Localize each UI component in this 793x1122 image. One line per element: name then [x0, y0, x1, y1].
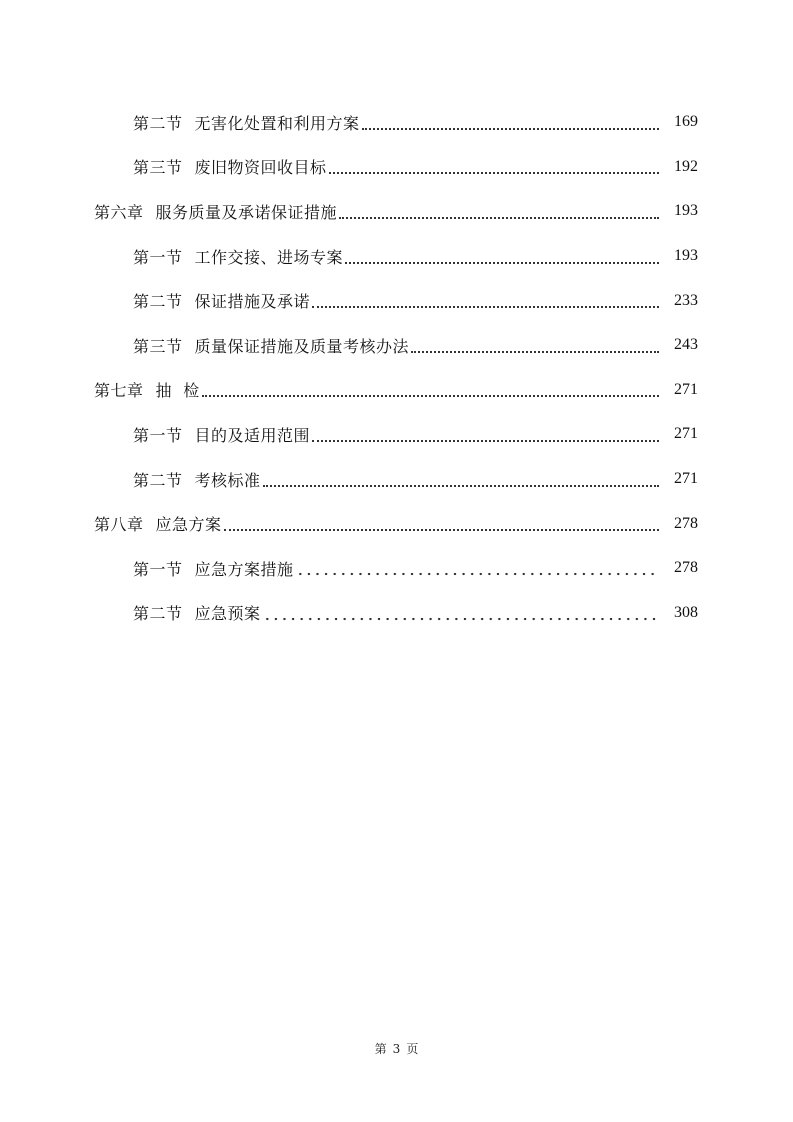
toc-page-number: 278: [674, 559, 698, 577]
toc-page-number: 233: [674, 291, 698, 309]
toc-entry-label: [133, 155, 327, 178]
toc-page-number: 308: [674, 603, 698, 621]
toc-entry[interactable]: [0, 368, 793, 413]
toc-entry-number: 第二节: [133, 604, 183, 624]
toc-entry-number: 第二节: [133, 292, 183, 312]
toc-entry-title: 考核标准: [194, 470, 261, 490]
toc-entry[interactable]: [0, 501, 793, 546]
toc-entry-title: 服务质量及承诺保证措施: [155, 202, 338, 222]
table-of-contents: [0, 100, 793, 635]
toc-entry-number: 第一节: [133, 425, 183, 445]
toc-leader-dots: [345, 261, 659, 264]
footer-page-number: 3: [392, 1042, 401, 1056]
toc-leader-dots: [312, 439, 659, 442]
toc-entry-title: 应急方案: [155, 515, 222, 535]
toc-page-number: 278: [674, 514, 698, 532]
toc-entry[interactable]: [0, 323, 793, 368]
toc-entry-title: 应急预案: [194, 604, 261, 624]
toc-page-number: 193: [674, 202, 698, 220]
toc-entry[interactable]: [0, 278, 793, 323]
toc-entry-title: 质量保证措施及质量考核办法: [194, 336, 410, 356]
toc-entry[interactable]: [0, 457, 793, 502]
toc-entry-number: 第一节: [133, 559, 183, 579]
toc-entry-title: 无害化处置和利用方案: [194, 113, 360, 133]
toc-leader-dots: [263, 484, 659, 487]
toc-page-number: 271: [674, 425, 698, 443]
toc-leader-dots: [362, 127, 659, 130]
toc-entry[interactable]: [0, 189, 793, 234]
toc-entry-title: 工作交接、进场专案: [194, 247, 344, 267]
toc-entry-label: [133, 601, 261, 624]
toc-page-number: 271: [674, 380, 698, 398]
toc-leader-dots: [312, 305, 659, 308]
toc-leader-dots: [411, 350, 659, 353]
toc-entry[interactable]: [0, 591, 793, 636]
toc-entry-label: [133, 289, 310, 312]
toc-entry-number: 第二节: [133, 470, 183, 490]
toc-entry-title: 应急方案措施: [194, 559, 294, 579]
toc-entry-title: 废旧物资回收目标: [194, 158, 327, 178]
toc-entry-number: 第七章: [94, 381, 144, 401]
toc-entry-label: [133, 245, 343, 268]
toc-entry-label: [133, 111, 360, 134]
toc-page-number: 243: [674, 336, 698, 354]
toc-entry[interactable]: [0, 412, 793, 457]
toc-entry-number: 第三节: [133, 158, 183, 178]
toc-leader-dots: [224, 528, 659, 531]
toc-entry-number: 第二节: [133, 113, 183, 133]
toc-entry-label: [94, 200, 337, 223]
toc-entry-label: [133, 468, 261, 491]
page-footer: [0, 1040, 793, 1057]
toc-leader-dots: [296, 572, 659, 576]
toc-entry-title: 目的及适用范围: [194, 425, 311, 445]
toc-leader-dots: [202, 394, 659, 397]
toc-entry[interactable]: [0, 234, 793, 279]
toc-entry-label: [94, 378, 200, 401]
toc-entry-label: [94, 512, 222, 535]
toc-entry-title: 抽 检: [155, 381, 200, 401]
toc-entry-label: [133, 557, 294, 580]
toc-leader-dots: [263, 617, 659, 621]
toc-entry-title: 保证措施及承诺: [194, 292, 311, 312]
toc-entry[interactable]: [0, 145, 793, 190]
toc-page-number: 192: [674, 157, 698, 175]
toc-page-number: 271: [674, 470, 698, 488]
toc-entry-label: [133, 334, 409, 357]
toc-entry-number: 第一节: [133, 247, 183, 267]
toc-page-number: 193: [674, 247, 698, 265]
toc-entry[interactable]: [0, 100, 793, 145]
toc-entry[interactable]: [0, 546, 793, 591]
footer-suffix: 页: [406, 1042, 419, 1056]
toc-leader-dots: [329, 171, 659, 174]
toc-entry-label: [133, 423, 310, 446]
toc-entry-number: 第三节: [133, 336, 183, 356]
toc-entry-number: 第六章: [94, 202, 144, 222]
toc-leader-dots: [339, 216, 659, 219]
toc-entry-number: 第八章: [94, 515, 144, 535]
toc-page-number: 169: [674, 113, 698, 131]
footer-prefix: 第: [374, 1042, 387, 1056]
